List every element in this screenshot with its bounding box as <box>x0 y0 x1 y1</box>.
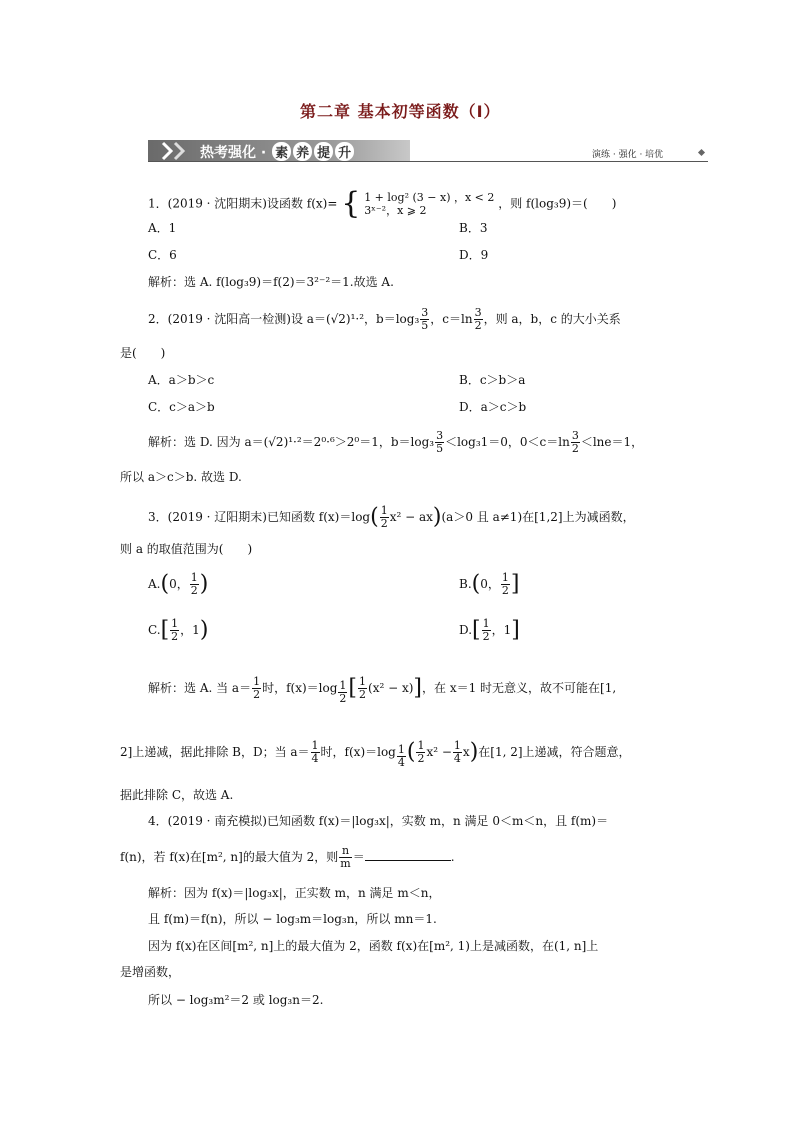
q3-stem-a: 3．(2019 · 辽阳期末)已知函数 f(x)＝log <box>148 510 371 524</box>
fraction <box>358 676 367 701</box>
frac-num: 1 <box>380 504 388 517</box>
banner-pill: 养 <box>293 142 312 161</box>
fraction <box>339 845 351 870</box>
paren-icon: ) <box>199 617 209 643</box>
q3-option-value: ，1 <box>491 623 512 637</box>
q4-stem-line2 <box>120 845 455 870</box>
q3-sol-i: 在[1, 2]上递减，符合题意， <box>478 745 631 759</box>
q3-sol-d: ，在 x＝1 时无意义，故不可能在[1, <box>422 681 617 695</box>
q4-stem-c: ＝ <box>352 850 365 864</box>
frac-den: 4 <box>453 752 461 765</box>
q3-option-a <box>148 572 208 597</box>
frac-num: 3 <box>571 429 579 442</box>
frac-num: 1 <box>501 571 509 584</box>
paren-icon: ( <box>370 504 379 530</box>
q3-option-label: A. <box>148 577 161 591</box>
frac-num: 1 <box>171 617 179 630</box>
q1-option-b: B．3 <box>459 221 488 235</box>
q2-stem-c: ，则 a，b，c 的大小关系 <box>483 312 621 326</box>
frac-num: 1 <box>359 675 367 688</box>
q3-option-label: D. <box>459 623 473 637</box>
fraction <box>453 740 462 765</box>
frac-den: 2 <box>474 319 482 332</box>
frac-num: n <box>339 845 351 858</box>
q3-sol-b: 时，f(x)＝log <box>262 681 338 695</box>
q3-stem <box>148 505 635 530</box>
paren-icon: ( <box>471 571 481 597</box>
frac-den: 2 <box>171 630 179 643</box>
paren-icon: ( <box>406 739 416 765</box>
q2-stem-end: 是( ) <box>120 346 166 360</box>
frac-den: 5 <box>436 442 444 455</box>
q3-stem-c: (a＞0 且 a≠1)在[1,2]上为减函数， <box>441 510 635 524</box>
chevron-right-icon <box>172 140 186 162</box>
frac-den: 2 <box>571 442 579 455</box>
q2-sol-c: ＜lne＝1， <box>580 435 644 449</box>
frac-den: 2 <box>253 688 261 701</box>
frac-den: 5 <box>421 319 429 332</box>
q4-stem-b: f(n)，若 f(x)在[m², n]的最大值为 2，则 <box>120 850 339 864</box>
q1-stem-tail: ，则 f(log₃9)＝( ) <box>498 196 617 211</box>
q4-stem-d: . <box>450 850 455 864</box>
fraction <box>420 307 429 332</box>
banner-pill: 升 <box>335 142 354 161</box>
q2-option-d: D．a＞c＞b <box>459 400 527 414</box>
frac-den: 4 <box>311 752 319 765</box>
fraction <box>190 572 199 597</box>
q2-sol-a: 解析：选 D. 因为 a＝(√2)¹·²＝2⁰·⁶＞2⁰＝1，b＝log₃ <box>148 435 435 449</box>
diamond-icon <box>698 149 705 156</box>
q1-piecewise <box>364 191 494 217</box>
banner-right-tag: 演练 · 强化 · 培优 <box>592 150 664 160</box>
fraction <box>252 676 261 701</box>
fraction <box>474 307 483 332</box>
q1-stem-text: 1．(2019 · 沈阳期末)设函数 f(x)= <box>148 196 338 211</box>
frac-num: 3 <box>436 429 444 442</box>
frac-num: 1 <box>417 739 425 752</box>
frac-den: 2 <box>359 688 367 701</box>
page-title: 第二章 基本初等函数（Ⅰ） <box>300 102 501 121</box>
frac-num: 3 <box>474 306 482 319</box>
frac-num: 1 <box>453 739 461 752</box>
q2-option-c: C．c＞a＞b <box>148 400 215 414</box>
q2-stem-a: 2．(2019 · 沈阳高一检测)设 a＝(√2)¹·²，b＝log₃ <box>148 312 420 326</box>
bracket-icon: [ <box>472 617 481 643</box>
q3-stem-end: 则 a 的取值范围为( ) <box>120 542 253 556</box>
fraction <box>397 744 406 769</box>
q3-option-label: C. <box>148 623 161 637</box>
frac-den: 2 <box>339 692 347 705</box>
frac-num: 1 <box>253 675 261 688</box>
q2-stem <box>148 307 621 332</box>
paren-icon: ( <box>160 571 170 597</box>
q1-case2: 3ˣ⁻²，x ⩾ 2 <box>364 204 427 217</box>
paren-icon: ) <box>432 504 442 530</box>
brace-icon: { <box>341 186 361 221</box>
bracket-icon: ] <box>413 675 423 701</box>
bracket-icon: [ <box>348 675 358 701</box>
q3-option-value: ，1 <box>180 623 200 637</box>
fraction <box>571 430 580 455</box>
frac-num: 1 <box>311 739 319 752</box>
frac-num: 3 <box>421 306 429 319</box>
q3-option-c <box>148 618 208 643</box>
q2-stem-b: ，c＝ln <box>430 312 473 326</box>
q1-option-c: C．6 <box>148 248 177 262</box>
q3-option-value: 0， <box>169 577 189 591</box>
q3-option-value: 0， <box>480 577 500 591</box>
paren-icon: ) <box>469 739 479 765</box>
q3-sol-g: x² − <box>426 745 452 759</box>
q3-option-d <box>459 618 520 643</box>
q4-solution-line: 且 f(m)＝f(n)，所以 − log₃m＝log₃n，所以 mn＝1. <box>148 912 437 926</box>
q4-solution-line: 所以 − log₃m²＝2 或 log₃n＝2. <box>148 993 324 1007</box>
q4-solution-line: 是增函数， <box>120 965 181 979</box>
frac-den: 2 <box>190 584 198 597</box>
q4-stem: 4．(2019 · 南充模拟)已知函数 f(x)＝|log₃x|，实数 m，n 满足 0＜m＜n，且 f(m)＝ <box>148 814 609 828</box>
frac-den: 2 <box>501 584 509 597</box>
q1-stem <box>148 186 617 221</box>
bracket-icon: [ <box>160 617 170 643</box>
fraction <box>170 618 179 643</box>
frac-num: 1 <box>397 743 405 756</box>
q3-option-label: B. <box>459 577 472 591</box>
frac-den: 2 <box>482 630 490 643</box>
banner-divider <box>148 161 708 162</box>
q2-solution <box>148 430 643 455</box>
q3-solution-line2 <box>120 740 631 769</box>
banner-label: 热考强化 · <box>200 145 267 161</box>
q3-solution-line1 <box>148 676 616 705</box>
answer-blank <box>365 848 451 861</box>
banner-pill: 提 <box>314 142 333 161</box>
fraction <box>501 572 510 597</box>
fraction <box>435 430 444 455</box>
q2-sol-b: ＜log₃1＝0，0＜c＝ln <box>445 435 570 449</box>
q3-solution-line3: 据此排除 C，故选 A. <box>120 788 234 802</box>
q2-option-a: A．a＞b＞c <box>148 373 215 387</box>
frac-den: m <box>340 857 351 870</box>
bracket-icon: ] <box>511 617 520 643</box>
q1-option-d: D．9 <box>459 248 489 262</box>
q3-sol-c: (x² − x) <box>368 681 414 695</box>
q1-solution: 解析：选 A. f(log₃9)＝f(2)＝3²⁻²＝1.故选 A. <box>148 275 394 289</box>
frac-num: 1 <box>339 679 347 692</box>
frac-den: 4 <box>397 756 405 769</box>
banner-title <box>200 142 355 162</box>
q3-option-b <box>459 572 519 597</box>
fraction <box>311 740 320 765</box>
q3-sol-h: x <box>462 745 470 759</box>
q1-option-a: A．1 <box>148 221 177 235</box>
frac-den: 2 <box>380 517 388 530</box>
q3-sol-f: 时，f(x)＝log <box>320 745 396 759</box>
fraction <box>338 680 347 705</box>
q4-solution-line: 因为 f(x)在区间[m², n]上的最大值为 2，函数 f(x)在[m², 1)上是减函数，在(1, n]上 <box>148 939 599 953</box>
frac-num: 1 <box>482 617 490 630</box>
q1-case1: 1 + log² (3 − x) ，x < 2 <box>364 191 495 204</box>
fraction <box>482 618 491 643</box>
fraction <box>380 505 389 530</box>
q2-solution-end: 所以 a＞c＞b. 故选 D. <box>120 470 242 484</box>
frac-den: 2 <box>417 752 425 765</box>
q3-sol-a: 解析：选 A. 当 a＝ <box>148 681 252 695</box>
banner-pill: 素 <box>272 142 291 161</box>
q3-stem-b: x² − ax <box>389 510 433 524</box>
frac-num: 1 <box>190 571 198 584</box>
q4-solution-line: 解析：因为 f(x)＝|log₃x|，正实数 m，n 满足 m＜n， <box>148 886 441 900</box>
bracket-icon: ] <box>510 571 520 597</box>
q3-sol-e: 2]上递减，据此排除 B，D；当 a＝ <box>120 745 310 759</box>
fraction <box>416 740 425 765</box>
q2-option-b: B．c＞b＞a <box>459 373 526 387</box>
paren-icon: ) <box>199 571 209 597</box>
